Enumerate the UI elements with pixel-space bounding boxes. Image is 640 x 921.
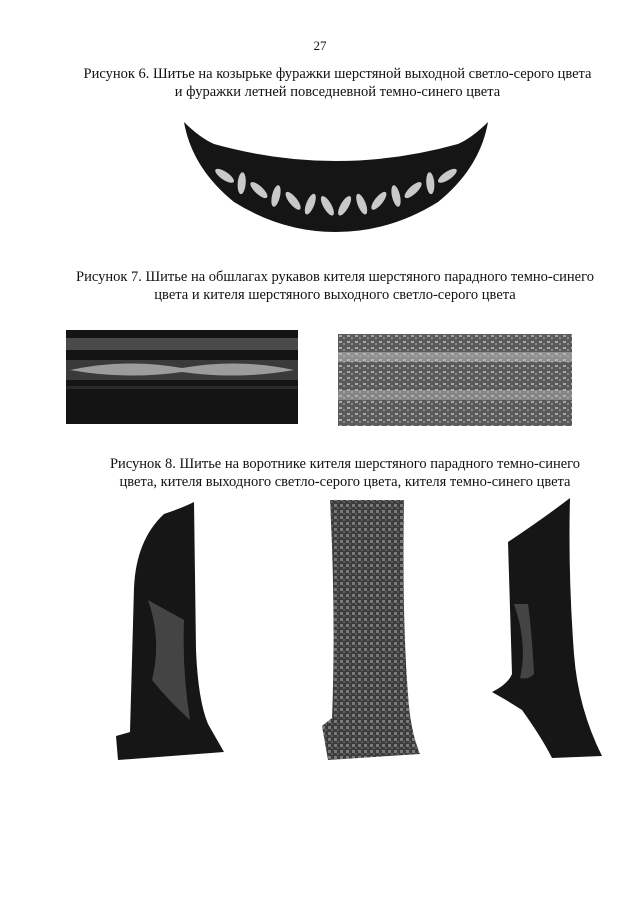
figure-6-caption	[50, 65, 625, 101]
figure-8-collar-middle	[316, 498, 422, 764]
figure-6-caption-line-2: и фуражки летней повседневной темно-синего цвета	[174, 84, 501, 100]
figure-8-caption-line-1: Рисунок 8. Шитье на воротнике кителя шерстяного парадного темно-синего	[109, 456, 581, 472]
figure-6-visor-embroidery	[180, 118, 492, 236]
figure-8-collar-right	[488, 494, 606, 764]
figure-7-cuff-dark	[66, 330, 298, 424]
figure-6-caption-line-1: Рисунок 6. Шитье на козырьке фуражки шерстяной выходной светло-серого цвета	[83, 66, 592, 82]
figure-8-caption-line-2: цвета, кителя выходного светло-серого цвета, кителя темно-синего цвета	[119, 474, 571, 490]
figure-7-caption-line-2: цвета и кителя шерстяного выходного светло-серого цвета	[154, 287, 516, 303]
figure-8-collar-left	[112, 500, 228, 764]
page-number: 27	[313, 38, 327, 53]
figure-7-cuff-light	[338, 334, 572, 426]
figure-7-caption-line-1: Рисунок 7. Шитье на обшлагах рукавов кителя шерстяного парадного темно-синего	[76, 269, 594, 285]
figure-7-caption	[45, 268, 625, 304]
figure-8-caption	[75, 455, 615, 491]
